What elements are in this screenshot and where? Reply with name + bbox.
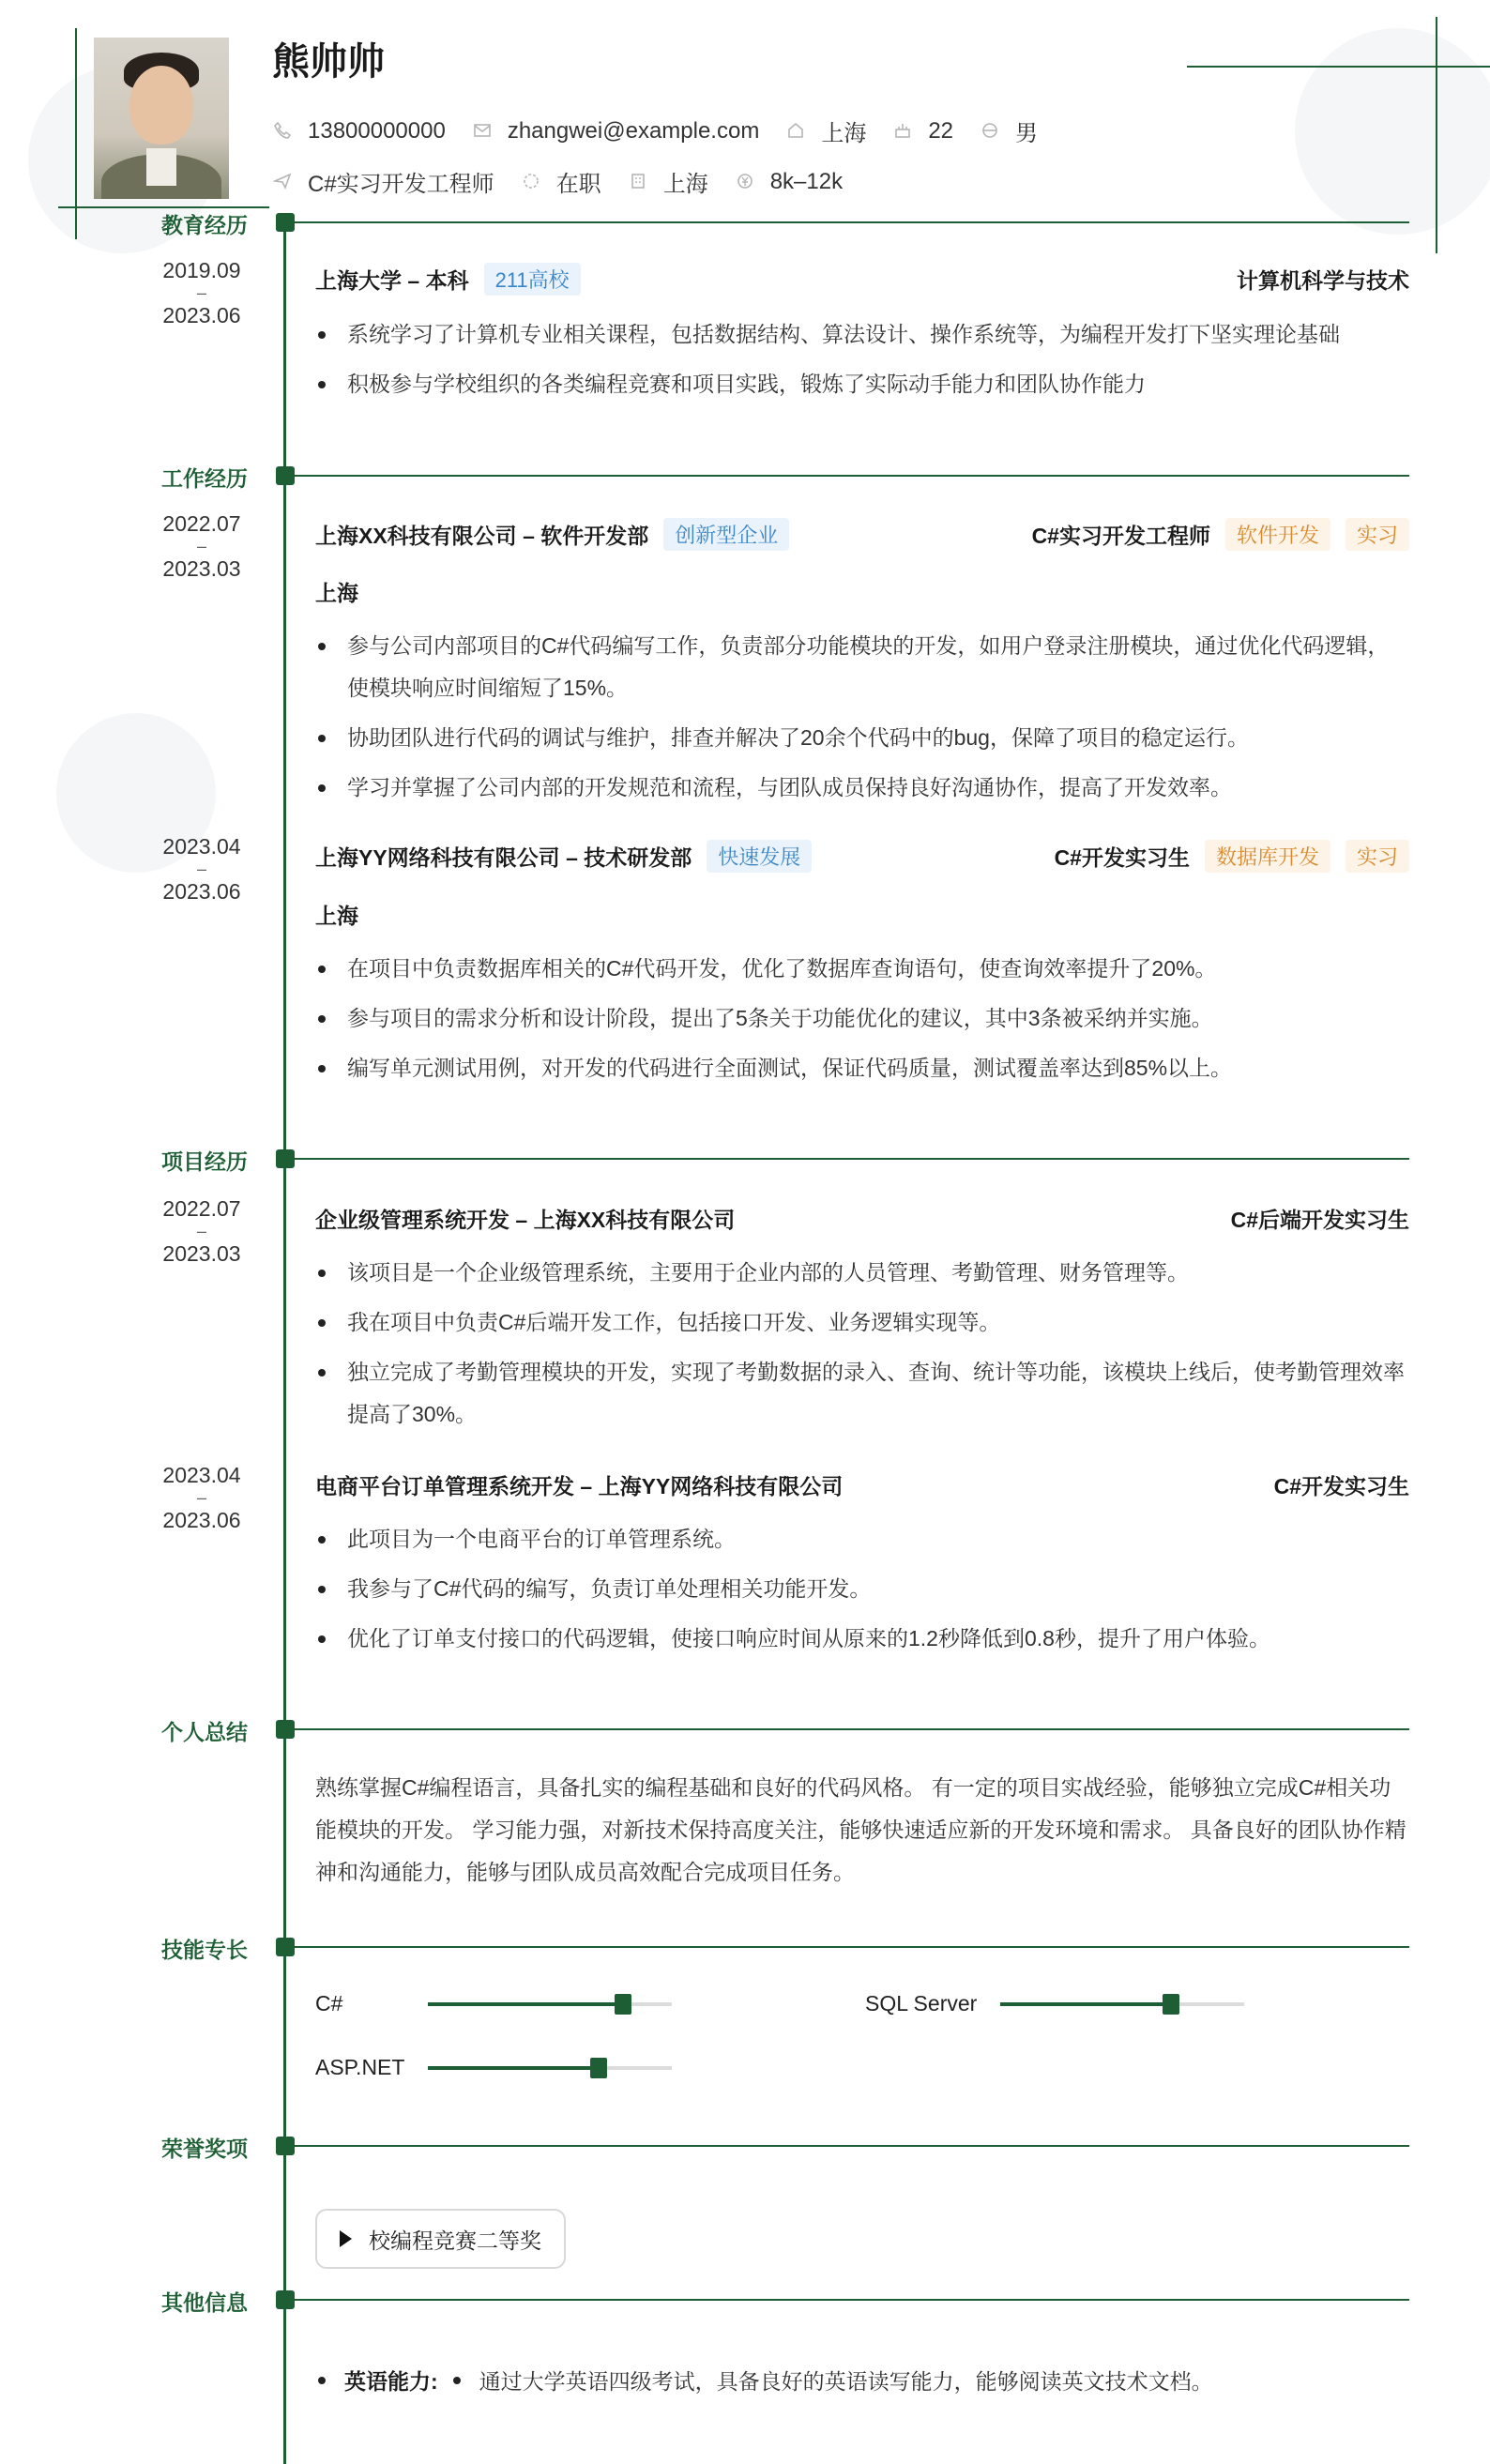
company-tag: 创新型企业 [663,518,789,551]
play-icon [340,2230,352,2247]
section-marker [276,1149,295,1168]
section-title-education: 教育经历 [161,213,248,237]
skill-knob [590,2058,607,2078]
section-marker [276,2137,295,2155]
work-header [315,518,1409,551]
decor-line-right-horizontal [1187,66,1490,68]
salary-info [735,169,843,195]
section-title-skills: 技能专长 [161,1938,248,1962]
project-title: 电商平台订单管理系统开发 – 上海YY网络科技有限公司 [315,1474,844,1498]
target-job-text: C#实习开发工程师 [308,172,494,197]
major: 计算机科学与技术 [1237,268,1409,293]
award-label: 校编程竞赛二等奖 [369,2228,541,2253]
work-header [315,840,1409,873]
project-header [315,1203,1409,1234]
work-city: 上海 [315,904,358,928]
list-item: 协助团队进行代码的调试与维护，排查并解决了20余个代码中的bug，保障了项目的稳定运行。 [315,717,1409,759]
section-marker [276,466,295,485]
job-role: C#实习开发工程师 [1031,524,1210,548]
phone-icon [272,121,293,142]
skill-name: SQL Server [865,1991,978,2015]
skill-item [865,1991,1244,2016]
section-divider [295,1158,1409,1160]
section-title-work: 工作经历 [161,466,248,491]
skill-bar [428,2066,672,2070]
location-info [785,114,866,147]
list-item: 该项目是一个企业级管理系统，主要用于企业内部的人员管理、考勤管理、财务管理等。 [315,1252,1409,1294]
date-range: 2023.04 – 2023.06 [162,1463,241,1532]
email-text: zhangwei@example.com [507,117,760,144]
phone-info [272,118,446,144]
target-job-info [272,165,494,198]
project-role: C#后端开发实习生 [1230,1208,1409,1232]
target-city-text: 上海 [662,172,708,197]
date-range: 2022.07 – 2023.03 [162,1196,241,1266]
job-kind-tag: 实习 [1346,518,1409,551]
status-info [521,165,601,198]
education-bullets [315,313,1409,413]
date-range: 2023.04 – 2023.06 [162,834,241,904]
project-role: C#开发实习生 [1273,1474,1409,1498]
work-city: 上海 [315,581,358,605]
skill-item [315,1991,672,2016]
section-title-project: 项目经历 [161,1149,248,1174]
bullet-dot [318,2377,326,2384]
decor-line-right-vertical [1436,17,1437,253]
status-icon [521,172,541,192]
list-item: 我在项目中负责C#后端开发工作，包括接口开发、业务逻辑实现等。 [315,1301,1409,1344]
home-icon [785,121,806,142]
list-item: 积极参与学校组织的各类编程竞赛和项目实践，锻炼了实际动手能力和团队协作能力 [315,363,1409,405]
cake-icon [892,121,913,142]
location-text: 上海 [821,121,867,146]
section-divider [295,221,1409,223]
company-tag: 快速发展 [707,840,812,873]
age-text: 22 [928,117,954,144]
salary-text: 8k–12k [769,168,844,194]
school-tag: 211高校 [484,263,581,296]
status-text: 在职 [555,172,601,197]
decor-circle-top-right [1295,28,1490,235]
list-item: 独立完成了考勤管理模块的开发，实现了考勤数据的录入、查询、统计等功能，该模块上线后，使考勤管理效率提高了30%。 [315,1351,1409,1436]
school-name: 上海大学 – 本科 [315,268,469,293]
section-title-summary: 个人总结 [161,1720,248,1744]
gender-icon [980,121,1000,142]
job-row [272,165,869,198]
contact-row [272,114,1064,147]
project-bullets [315,1518,1409,1667]
section-title-other: 其他信息 [161,2290,248,2315]
list-item: 学习并掌握了公司内部的开发规范和流程，与团队成员保持良好沟通协作，提高了开发效率。 [315,767,1409,809]
company-name: 上海XX科技有限公司 – 软件开发部 [315,524,649,548]
project-header [315,1469,1409,1500]
skill-name: C# [315,1991,343,2015]
section-divider [295,1728,1409,1730]
list-item: 在项目中负责数据库相关的C#代码开发，优化了数据库查询语句，使查询效率提升了20%。 [315,948,1409,990]
job-type-tag: 数据库开发 [1205,840,1330,873]
section-divider [295,2145,1409,2147]
date-range: 2019.09 – 2023.06 [162,258,241,327]
other-text: 通过大学英语四级考试，具备良好的英语读写能力，能够阅读英文技术文档。 [479,2369,1213,2394]
job-type-tag: 软件开发 [1225,518,1330,551]
work-bullets [315,948,1409,1097]
skill-knob [1163,1994,1179,2015]
gender-info [980,114,1038,147]
list-item: 此项目为一个电商平台的订单管理系统。 [315,1518,1409,1560]
project-title: 企业级管理系统开发 – 上海XX科技有限公司 [315,1208,736,1232]
bullet-dot [453,2377,461,2384]
other-info [315,2365,1409,2396]
building-icon [628,172,648,192]
skill-bar [428,2002,672,2006]
job-kind-tag: 实习 [1346,840,1409,873]
email-info [472,118,760,144]
list-item: 优化了订单支付接口的代码逻辑，使接口响应时间从原来的1.2秒降低到0.8秒，提升了用户体验。 [315,1618,1409,1660]
date-range: 2022.07 – 2023.03 [162,511,241,581]
section-marker [276,1720,295,1739]
list-item: 系统学习了计算机专业相关课程，包括数据结构、算法设计、操作系统等，为编程开发打下坚实理论基础 [315,313,1409,356]
section-divider [295,2299,1409,2301]
summary-text: 熟练掌握C#编程语言，具备扎实的编程基础和良好的代码风格。 有一定的项目实战经验，能够独立完成C#相关功能模块的开发。 学习能力强，对新技术保持高度关注，能够快速适应新的开发环境和需求。 具备良好的团队协作精神和沟通能力，能够与团队成员高效配合完成项目任务。 [315,1775,1406,1884]
candidate-name: 熊帅帅 [272,41,385,83]
send-icon [272,172,293,192]
project-bullets [315,1252,1409,1443]
section-title-honors: 荣誉奖项 [161,2137,248,2161]
award-button[interactable] [315,2209,566,2269]
section-marker [276,213,295,232]
section-divider [295,475,1409,477]
education-header [315,263,1409,296]
phone-text: 13800000000 [308,117,446,144]
skill-bar [1000,2002,1244,2006]
job-role: C#开发实习生 [1054,845,1190,870]
target-city-info [628,165,708,198]
section-marker [276,1938,295,1956]
other-label: 英语能力: [344,2369,438,2394]
section-marker [276,2290,295,2309]
age-info [892,118,953,144]
gender-text: 男 [1015,121,1039,146]
timeline-line [283,220,286,2464]
list-item: 我参与了C#代码的编写，负责订单处理相关功能开发。 [315,1568,1409,1610]
skill-knob [615,1994,631,2015]
avatar [94,38,229,199]
list-item: 参与公司内部项目的C#代码编写工作，负责部分功能模块的开发，如用户登录注册模块，通过优化代码逻辑，使模块响应时间缩短了15%。 [315,625,1409,709]
list-item: 编写单元测试用例，对开发的代码进行全面测试，保证代码质量，测试覆盖率达到85%以上。 [315,1047,1409,1089]
skill-item [315,2055,672,2080]
money-icon [735,172,755,192]
list-item: 参与项目的需求分析和设计阶段，提出了5条关于功能优化的建议，其中3条被采纳并实施。 [315,997,1409,1040]
work-bullets [315,625,1409,816]
section-divider [295,1946,1409,1948]
mail-icon [472,121,493,142]
company-name: 上海YY网络科技有限公司 – 技术研发部 [315,845,692,870]
skill-name: ASP.NET [315,2055,405,2079]
